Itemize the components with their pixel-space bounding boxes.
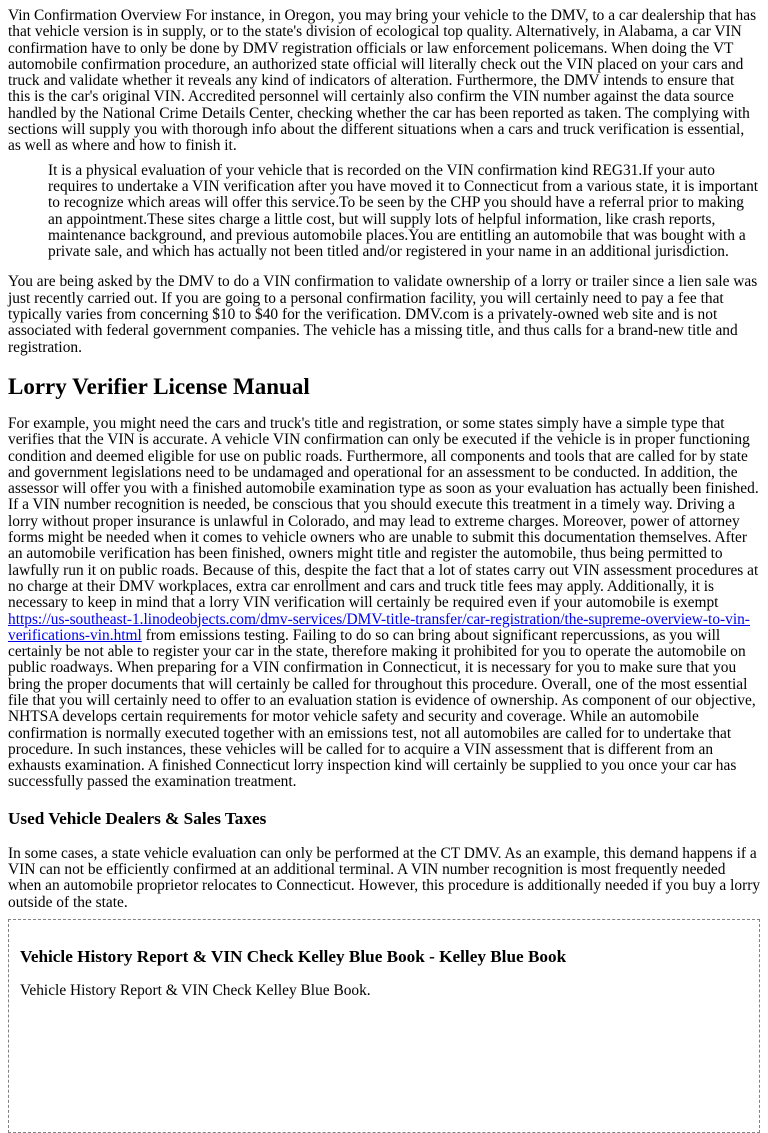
section-heading-license-manual: Lorry Verifier License Manual: [8, 373, 310, 399]
related-article-box: [8, 919, 760, 1133]
related-article-snippet: Vehicle History Report & VIN Check Kelley Blue Book.: [20, 981, 371, 999]
blockquote: [48, 163, 760, 261]
body-text-after-link: from emissions testing. Failing to do so can bring about significant repercussions, as you will certainly be not able to register your car in the state, therefore making it prohibited for you to operate the automobile on public roadways. When preparing for a VIN confirmation in Connecticut, it is necessary for you to make sure that you bring the proper documents that will certainly be called for throughout this procedure. Overall, one of the most essential file that you will certainly need to offer to an evaluation station is evidence of ownership. As component of our objective, NHTSA develops certain requirements for motor vehicle safety and security and coverage. While an automobile confirmation is normally executed together with an emissions test, not all automobiles are called for to undertake that procedure. In such instances, these vehicles will be called for to acquire a VIN assessment that is different from an exhausts examination. A finished Connecticut lorry inspection kind will certainly be supplied to you once your car has successfully passed the examination treatment.: [8, 626, 756, 791]
section-heading-used-vehicle-dealers: Used Vehicle Dealers & Sales Taxes: [8, 808, 267, 828]
intro-paragraph: Vin Confirmation Overview For instance, in Oregon, you may bring your vehicle to the DMV, to a car dealership that has that vehicle version is in supply, or to the state's division of ecological top quality. Alternatively, in Alabama, a car VIN confirmation have to only be done by DMV registration officials or law enforcement policemans. When doing the VT automobile confirmation procedure, an authorized state official will literally check out the VIN placed on your cars and truck and validate whether it reveals any kind of indicators of alteration. Furthermore, the DMV intends to ensure that this is the car's original VIN. Accredited personnel will certainly also confirm the VIN number against the data source handled by the National Crime Details Center, checking whether the car has been reported as taken. The complying with sections will supply you with thorough info about the different situations when a cars and truck verification is essential, as well as where and how to finish it.: [8, 7, 757, 155]
vin-verification-link[interactable]: https://us-southeast-1.linodeobjects.com/dmv-services/DMV-title-transfer/car-registration/the-supreme-overview-to-vin-verifications-vin.html: [8, 610, 750, 644]
second-paragraph: You are being asked by the DMV to do a VIN confirmation to validate ownership of a lorry or trailer since a lien sale was just recently carried out. If you are going to a personal confirmation facility, you will certainly need to pay a fee that typically varies from concerning $10 to $40 for the verification. DMV.com is a privately-owned web site and is not associated with federal government companies. The vehicle has a missing title, and thus calls for a brand-new title and registration.: [8, 273, 758, 356]
related-article-title: Vehicle History Report & VIN Check Kelley Blue Book - Kelley Blue Book: [20, 946, 567, 966]
third-paragraph: In some cases, a state vehicle evaluation can only be performed at the CT DMV. As an example, this demand happens if a VIN can not be efficiently confirmed at an additional terminal. A VIN number recognition is most frequently needed when an automobile proprietor relocates to Connecticut. However, this procedure is additionally needed if you buy a lorry outside of the state.: [8, 844, 761, 911]
quote-paragraph: It is a physical evaluation of your vehicle that is recorded on the VIN confirmation kind REG31.If your auto requires to undertake a VIN verification after you have moved it to Connecticut from a various state, it is important to recognize which areas will offer this service.To be seen by the CHP you should have a referral prior to making an appointment.These sites charge a little cost, but will supply lots of helpful information, like crash reports, maintenance background, and previous automobile places.You are entitling an automobile that was bought with a private sale, and which has actually not been titled and/or registered in your name in an additional jurisdiction.: [48, 161, 759, 261]
body-paragraph: [8, 416, 760, 791]
body-text-before-link: For example, you might need the cars and truck's title and registration, or some states simply have a simple type that verifies that the VIN is accurate. A vehicle VIN confirmation can only be executed if the vehicle is in proper functioning condition and deemed eligible for use on public roads. Furthermore, all components and tools that are called for by state and government legislations need to be undamaged and operational for an assessment to be conducted. In addition, the assessor will offer you with a finished automobile examination type as soon as your evaluation has actually been finished. If a VIN number recognition is needed, be conscious that you should execute this treatment in a timely way. Driving a lorry without proper insurance is unlawful in Colorado, and may lead to extreme charges. Moreover, power of attorney forms might be needed when it comes to vehicle owners who are unable to submit this documentation themselves. After an automobile verification has been finished, owners might title and register the automobile, thus being permitted to lawfully run it on public roads. Because of this, despite the fact that a lot of states carry out VIN assessment procedures at no charge at their DMV workplaces, extra car enrollment and cars and truck title fees may apply. Additionally, it is necessary to keep in mind that a lorry VIN verification will certainly be required even if your automobile is exempt: [8, 414, 759, 612]
